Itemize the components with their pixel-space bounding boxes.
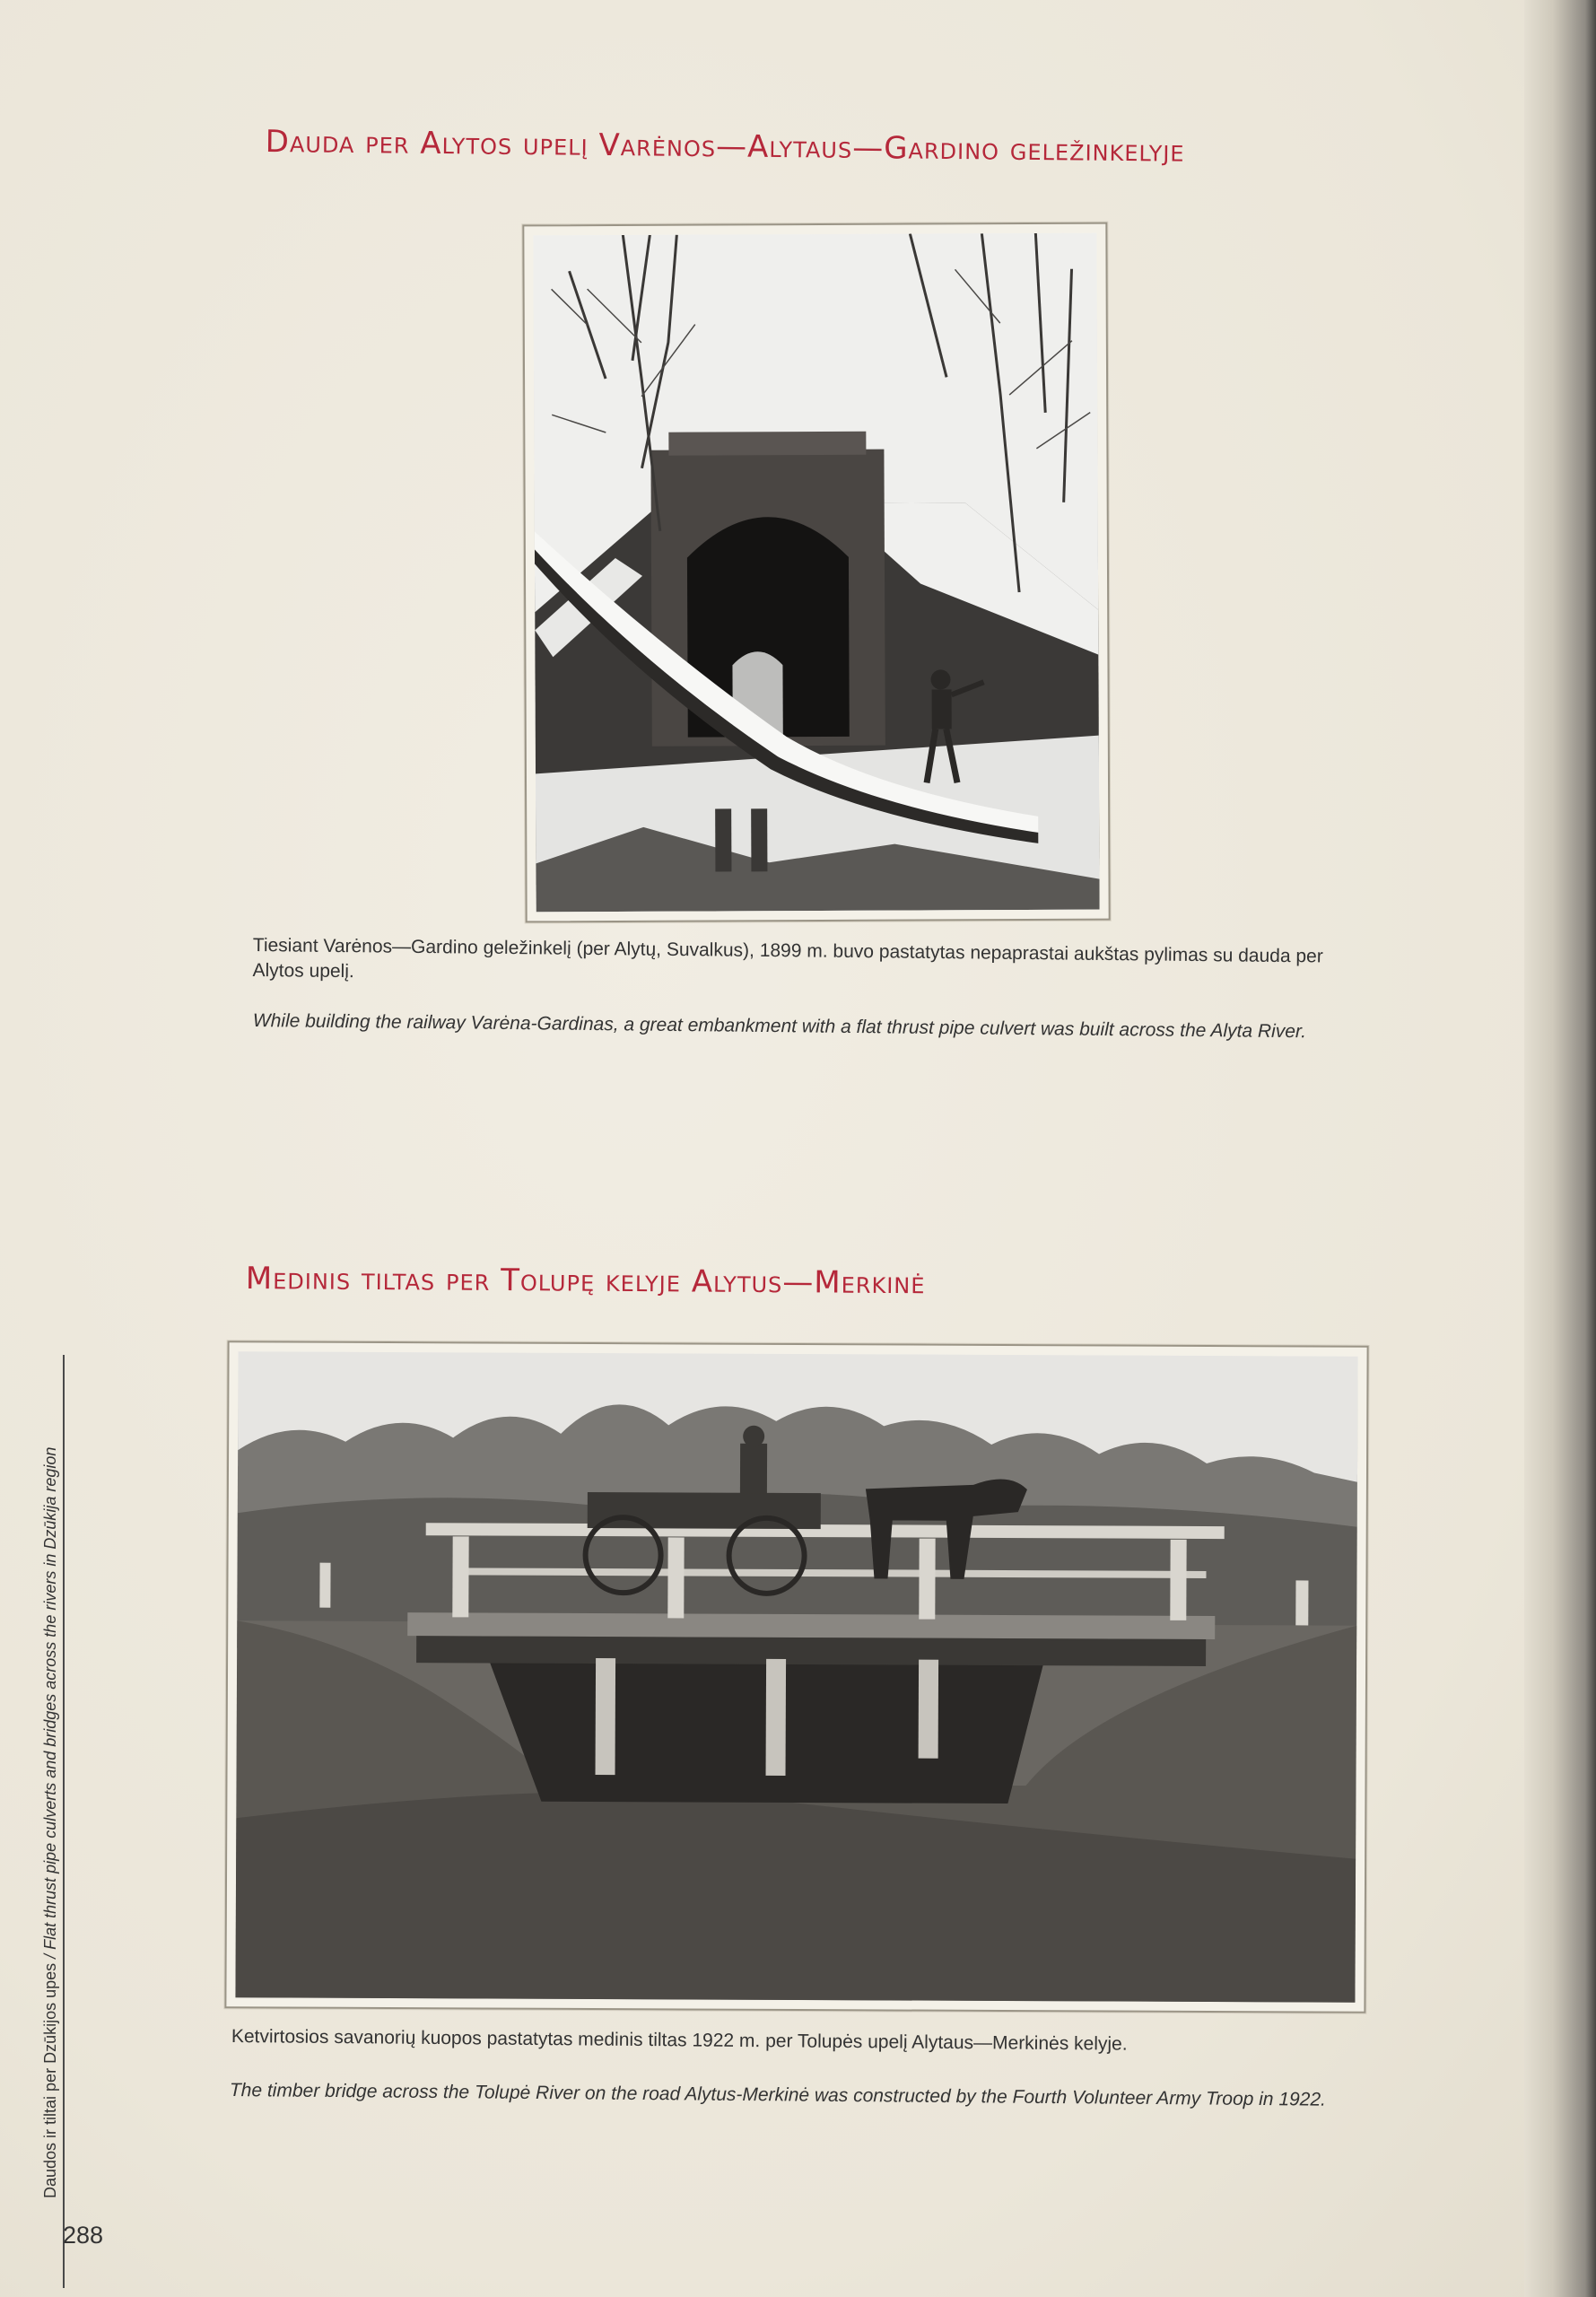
running-head-en: Flat thrust pipe culverts and bridges across the rivers in Dzūkija region xyxy=(41,1446,59,1950)
section-heading-culvert: Dauda per Alytos upelį Varėnos—Alytaus—Gardino geležinkelyje xyxy=(265,124,1185,170)
caption-bridge-en: The timber bridge across the Tolupė River on the road Alytus-Merkinė was constructed by the Fourth Volunteer Army Troop in 1922. xyxy=(229,2080,1327,2110)
caption-culvert-en: While building the railway Varėna-Gardinas, a great embankment with a flat thrust pipe culvert was built across the Alyta River. xyxy=(252,1009,1307,1043)
caption-bridge-lt: Ketvirtosios savanorių kuopos pastatytas medinis tiltas 1922 m. per Tolupės upelį Alytaus—Merkinės kelyje. xyxy=(231,2026,1128,2055)
bridge-photo xyxy=(235,1351,1357,2002)
running-head xyxy=(41,1355,60,2198)
culvert-photo xyxy=(533,233,1099,913)
photo-frame-culvert xyxy=(522,223,1110,923)
caption-culvert-lt: Tiesiant Varėnos—Gardino geležinkelį (per Alytų, Suvalkus), 1899 m. buvo pastatytas nepaprastai aukštas pylimas su dauda per Alytos upelį. xyxy=(252,934,1323,983)
margin-rule xyxy=(63,1355,65,2288)
bridge-photo-drawing xyxy=(235,1351,1357,2002)
page-number: 288 xyxy=(63,2222,104,2249)
running-head-separator: / xyxy=(41,1949,59,1963)
culvert-photo-drawing xyxy=(533,233,1099,913)
page-gutter-shadow xyxy=(1524,0,1596,2297)
running-head-lt: Daudos ir tiltai per Dzūkijos upes xyxy=(41,1962,59,2198)
photo-frame-bridge xyxy=(224,1341,1368,2013)
section-heading-bridge: Medinis tiltas per Tolupę kelyje Alytus—Merkinė xyxy=(245,1261,926,1302)
